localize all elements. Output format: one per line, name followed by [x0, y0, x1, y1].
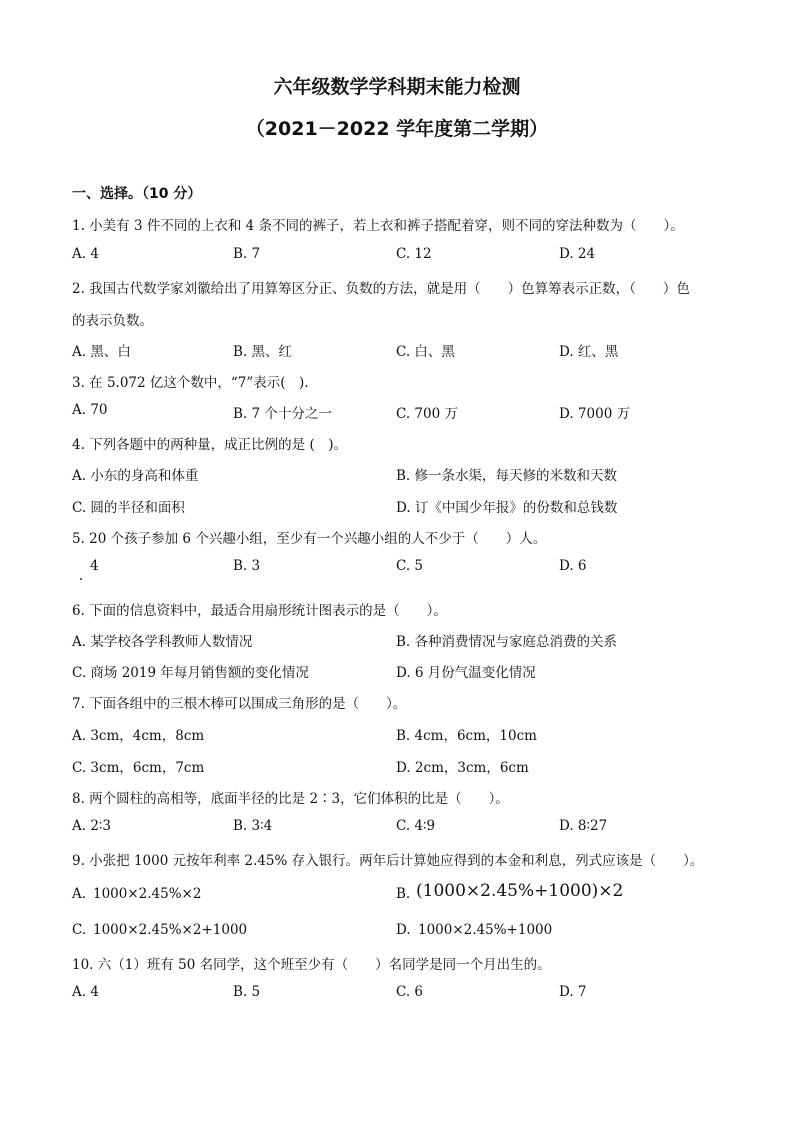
question-2-continued: 的表示负数。: [72, 313, 153, 329]
stray-mark: [80, 578, 82, 580]
q7-option-d: D. 2cm，3cm，6cm: [396, 760, 529, 776]
q1-option-b: B. 7: [233, 246, 261, 262]
q6-option-c: C. 商场 2019 年每月销售额的变化情况: [72, 665, 309, 681]
question-2: 2. 我国古代数学家刘徽给出了用算筹区分正、负数的方法，就是用（ ）色算筹表示正数，（ ）色: [72, 281, 690, 297]
question-1: 1. 小美有 3 件不同的上衣和 4 条不同的裤子，若上衣和裤子搭配着穿，则不同的穿法种数为（ ）。: [72, 218, 684, 234]
q8-option-d: D. 8∶27: [559, 818, 608, 834]
q3-option-c: C. 700 万: [396, 406, 458, 422]
q9-option-d: 1000×2.45%+1000: [418, 922, 553, 938]
q7-option-a: A. 3cm，4cm，8cm: [72, 728, 205, 744]
q9-option-a: 1000×2.45%×2: [93, 886, 202, 902]
q5-option-d: D. 6: [559, 558, 587, 574]
q4-option-c: C. 圆的半径和面积: [72, 500, 185, 516]
q2-option-a: A. 黑、白: [72, 344, 131, 360]
question-7: 7. 下面各组中的三根木棒可以围成三角形的是（ ）。: [72, 696, 407, 712]
question-10: 10. 六（1）班有 50 名同学，这个班至少有（ ）名同学是同一个月出生的。: [72, 957, 551, 973]
question-4: 4. 下列各题中的两种量，成正比例的是 ( )。: [72, 437, 347, 453]
question-9: 9. 小张把 1000 元按年利率 2.45% 存入银行。两年后计算她应得到的本金和利息，列式应该是（ ）。: [72, 853, 704, 869]
q5-option-c: C. 5: [396, 558, 424, 574]
q7-option-b: B. 4cm，6cm，10cm: [396, 728, 537, 744]
q2-option-d: D. 红、黑: [559, 344, 619, 360]
q3-option-a: A. 70: [72, 402, 108, 418]
q3-option-d: D. 7000 万: [559, 406, 631, 422]
q10-option-d: D. 7: [559, 984, 587, 1000]
question-6: 6. 下面的信息资料中，最适合用扇形统计图表示的是（ ）。: [72, 603, 447, 619]
q4-option-a: A. 小东的身高和体重: [72, 468, 199, 484]
q9-option-b: (1000×2.45%+1000)×2: [416, 881, 624, 901]
q2-option-c: C. 白、黑: [396, 344, 455, 360]
q3-option-b: B. 7 个十分之一: [233, 406, 332, 422]
q8-option-c: C. 4∶9: [396, 818, 436, 834]
q6-option-b: B. 各种消费情况与家庭总消费的关系: [396, 634, 618, 650]
question-5: 5. 20 个孩子参加 6 个兴趣小组，至少有一个兴趣小组的人不少于（ ）人。: [72, 531, 547, 547]
q9-option-a-label: A.: [72, 886, 87, 902]
q7-option-c: C. 3cm，6cm，7cm: [72, 760, 205, 776]
question-8: 8. 两个圆柱的高相等，底面半径的比是 2∶3，它们体积的比是（ ）。: [72, 791, 509, 807]
q8-option-a: A. 2∶3: [72, 818, 112, 834]
page-title: 六年级数学学科期末能力检测: [273, 76, 521, 98]
q1-option-d: D. 24: [559, 246, 596, 262]
q6-option-a: A. 某学校各学科教师人数情况: [72, 634, 253, 650]
q10-option-a: A. 4: [72, 984, 99, 1000]
q1-option-c: C. 12: [396, 246, 432, 262]
q10-option-b: B. 5: [233, 984, 261, 1000]
q9-option-b-label: B.: [396, 886, 411, 902]
page-subtitle: （2021－2022 学年度第二学期）: [245, 118, 549, 140]
q6-option-d: D. 6 月份气温变化情况: [396, 665, 536, 681]
q4-option-b: B. 修一条水渠，每天修的米数和天数: [396, 468, 618, 484]
q5-option-a: 4: [90, 558, 99, 574]
q2-option-b: B. 黑、红: [233, 344, 293, 360]
q8-option-b: B. 3∶4: [233, 818, 273, 834]
q10-option-c: C. 6: [396, 984, 424, 1000]
q1-option-a: A. 4: [72, 246, 99, 262]
question-3: 3. 在 5.072 亿这个数中，“7”表示( ).: [72, 375, 309, 391]
section-heading: 一、选择。（10 分）: [72, 186, 202, 202]
q5-option-b: B. 3: [233, 558, 261, 574]
q9-option-d-label: D.: [396, 922, 411, 938]
q9-option-c: 1000×2.45%×2+1000: [93, 922, 248, 938]
q9-option-c-label: C.: [72, 922, 87, 938]
q4-option-d: D. 订《中国少年报》的份数和总钱数: [396, 500, 618, 516]
